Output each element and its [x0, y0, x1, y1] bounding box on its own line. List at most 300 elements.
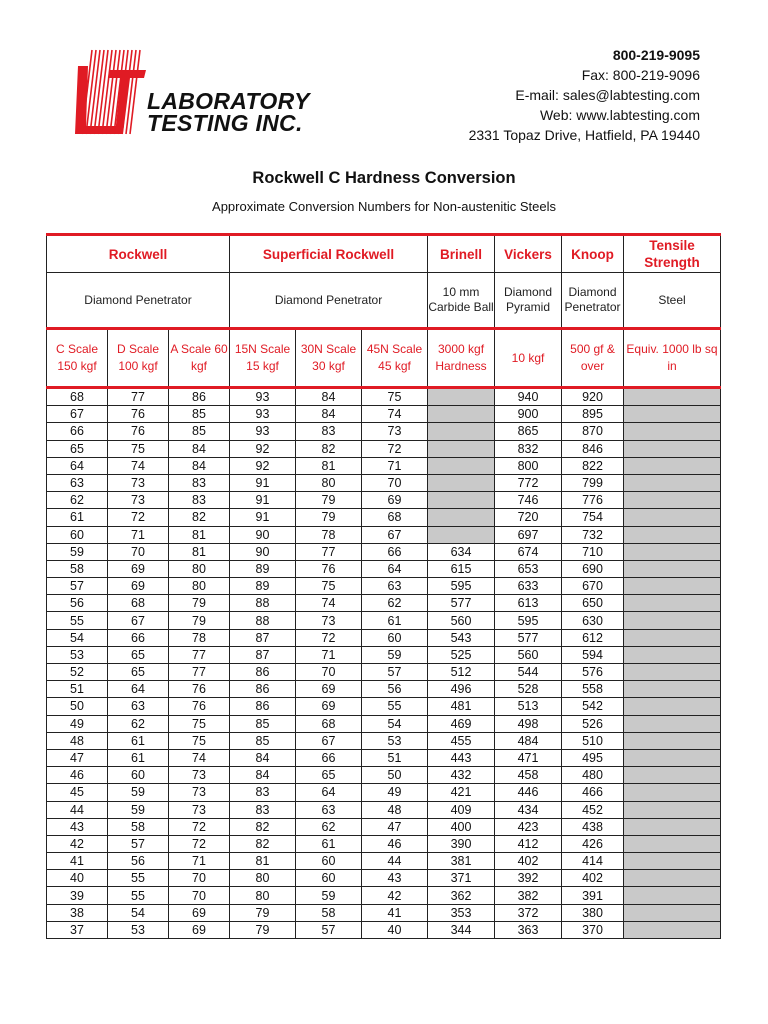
table-row	[47, 543, 721, 560]
cell-knoop: 870	[562, 423, 624, 440]
cell-tensile	[624, 595, 721, 612]
cell-d-scale: 60	[108, 767, 169, 784]
cell-knoop: 526	[562, 715, 624, 732]
cell-brinell: 469	[428, 715, 495, 732]
cell-knoop: 391	[562, 887, 624, 904]
penetrator-superficial: Diamond Penetrator	[230, 273, 428, 329]
cell-a-scale: 77	[169, 646, 230, 663]
cell-a-scale: 84	[169, 440, 230, 457]
cell-45n-scale: 74	[362, 406, 428, 423]
cell-a-scale: 70	[169, 887, 230, 904]
table-row	[47, 423, 721, 440]
cell-tensile	[624, 423, 721, 440]
cell-tensile	[624, 749, 721, 766]
cell-30n-scale: 71	[296, 646, 362, 663]
table-row	[47, 801, 721, 818]
cell-knoop: 799	[562, 474, 624, 491]
cell-vickers: 653	[495, 560, 562, 577]
contact-block	[469, 45, 700, 145]
cell-vickers: 382	[495, 887, 562, 904]
cell-vickers: 832	[495, 440, 562, 457]
table-row	[47, 904, 721, 921]
cell-brinell: 512	[428, 664, 495, 681]
cell-15n-scale: 88	[230, 612, 296, 629]
logo-mark-icon	[70, 46, 150, 138]
cell-c-scale: 47	[47, 749, 108, 766]
conversion-table	[46, 233, 721, 939]
cell-c-scale: 42	[47, 835, 108, 852]
cell-30n-scale: 57	[296, 921, 362, 938]
scale-c: C Scale 150 kgf	[47, 329, 108, 388]
table-row	[47, 492, 721, 509]
cell-30n-scale: 82	[296, 440, 362, 457]
cell-brinell: 381	[428, 853, 495, 870]
cell-30n-scale: 80	[296, 474, 362, 491]
cell-d-scale: 54	[108, 904, 169, 921]
company-logo	[70, 46, 340, 141]
cell-45n-scale: 55	[362, 698, 428, 715]
cell-45n-scale: 42	[362, 887, 428, 904]
table-row	[47, 921, 721, 938]
cell-vickers: 613	[495, 595, 562, 612]
table-row	[47, 560, 721, 577]
cell-c-scale: 45	[47, 784, 108, 801]
cell-30n-scale: 81	[296, 457, 362, 474]
cell-30n-scale: 79	[296, 492, 362, 509]
cell-15n-scale: 86	[230, 698, 296, 715]
table-row	[47, 681, 721, 698]
cell-45n-scale: 48	[362, 801, 428, 818]
cell-tensile	[624, 664, 721, 681]
cell-vickers: 363	[495, 921, 562, 938]
cell-knoop: 710	[562, 543, 624, 560]
cell-c-scale: 57	[47, 578, 108, 595]
cell-tensile	[624, 870, 721, 887]
table-row	[47, 732, 721, 749]
cell-a-scale: 82	[169, 509, 230, 526]
cell-15n-scale: 89	[230, 578, 296, 595]
cell-vickers: 544	[495, 664, 562, 681]
cell-vickers: 940	[495, 388, 562, 406]
document-subtitle: Approximate Conversion Numbers for Non-austenitic Steels	[212, 199, 556, 214]
cell-knoop: 380	[562, 904, 624, 921]
cell-45n-scale: 47	[362, 818, 428, 835]
cell-15n-scale: 79	[230, 904, 296, 921]
penetrator-tensile: Steel	[624, 273, 721, 329]
cell-brinell	[428, 457, 495, 474]
cell-knoop: 630	[562, 612, 624, 629]
cell-d-scale: 66	[108, 629, 169, 646]
cell-c-scale: 62	[47, 492, 108, 509]
cell-vickers: 434	[495, 801, 562, 818]
cell-45n-scale: 69	[362, 492, 428, 509]
cell-d-scale: 76	[108, 423, 169, 440]
cell-15n-scale: 88	[230, 595, 296, 612]
table-row	[47, 578, 721, 595]
cell-45n-scale: 73	[362, 423, 428, 440]
cell-d-scale: 67	[108, 612, 169, 629]
cell-c-scale: 55	[47, 612, 108, 629]
cell-15n-scale: 86	[230, 681, 296, 698]
scale-45n: 45N Scale 45 kgf	[362, 329, 428, 388]
table-row	[47, 887, 721, 904]
cell-15n-scale: 87	[230, 629, 296, 646]
cell-vickers: 412	[495, 835, 562, 852]
table-row	[47, 526, 721, 543]
cell-tensile	[624, 629, 721, 646]
cell-15n-scale: 79	[230, 921, 296, 938]
cell-vickers: 560	[495, 646, 562, 663]
cell-brinell: 595	[428, 578, 495, 595]
cell-d-scale: 63	[108, 698, 169, 715]
cell-a-scale: 69	[169, 904, 230, 921]
table-row	[47, 835, 721, 852]
cell-knoop: 510	[562, 732, 624, 749]
cell-brinell: 400	[428, 818, 495, 835]
cell-a-scale: 76	[169, 698, 230, 715]
cell-vickers: 595	[495, 612, 562, 629]
cell-45n-scale: 40	[362, 921, 428, 938]
cell-15n-scale: 92	[230, 440, 296, 457]
table-body	[47, 388, 721, 939]
cell-knoop: 495	[562, 749, 624, 766]
cell-30n-scale: 84	[296, 406, 362, 423]
cell-a-scale: 83	[169, 474, 230, 491]
cell-a-scale: 69	[169, 921, 230, 938]
cell-vickers: 423	[495, 818, 562, 835]
cell-d-scale: 68	[108, 595, 169, 612]
cell-45n-scale: 41	[362, 904, 428, 921]
cell-c-scale: 39	[47, 887, 108, 904]
cell-30n-scale: 74	[296, 595, 362, 612]
header-vickers: Vickers	[495, 235, 562, 273]
cell-15n-scale: 93	[230, 423, 296, 440]
table-row	[47, 698, 721, 715]
cell-brinell: 481	[428, 698, 495, 715]
cell-c-scale: 63	[47, 474, 108, 491]
cell-vickers: 528	[495, 681, 562, 698]
cell-knoop: 480	[562, 767, 624, 784]
cell-15n-scale: 89	[230, 560, 296, 577]
cell-c-scale: 65	[47, 440, 108, 457]
cell-30n-scale: 75	[296, 578, 362, 595]
cell-a-scale: 80	[169, 560, 230, 577]
cell-c-scale: 40	[47, 870, 108, 887]
cell-vickers: 372	[495, 904, 562, 921]
cell-d-scale: 69	[108, 560, 169, 577]
cell-45n-scale: 67	[362, 526, 428, 543]
cell-vickers: 392	[495, 870, 562, 887]
cell-vickers: 800	[495, 457, 562, 474]
cell-brinell	[428, 509, 495, 526]
cell-brinell: 353	[428, 904, 495, 921]
cell-tensile	[624, 801, 721, 818]
cell-tensile	[624, 715, 721, 732]
cell-knoop: 452	[562, 801, 624, 818]
cell-a-scale: 73	[169, 784, 230, 801]
cell-a-scale: 81	[169, 526, 230, 543]
cell-brinell: 577	[428, 595, 495, 612]
cell-30n-scale: 73	[296, 612, 362, 629]
cell-knoop: 732	[562, 526, 624, 543]
cell-15n-scale: 84	[230, 767, 296, 784]
cell-30n-scale: 60	[296, 870, 362, 887]
cell-brinell: 344	[428, 921, 495, 938]
cell-knoop: 402	[562, 870, 624, 887]
cell-brinell: 371	[428, 870, 495, 887]
cell-vickers: 697	[495, 526, 562, 543]
cell-tensile	[624, 509, 721, 526]
website: Web: www.labtesting.com	[539, 107, 700, 123]
scale-tensile: Equiv. 1000 lb sq in	[624, 329, 721, 388]
cell-c-scale: 68	[47, 388, 108, 406]
cell-brinell	[428, 492, 495, 509]
cell-tensile	[624, 406, 721, 423]
table-row	[47, 474, 721, 491]
fax-number: Fax: 800-219-9096	[581, 67, 700, 83]
cell-tensile	[624, 732, 721, 749]
cell-15n-scale: 87	[230, 646, 296, 663]
cell-brinell	[428, 440, 495, 457]
document-title: Rockwell C Hardness Conversion	[252, 169, 516, 187]
scale-30n: 30N Scale 30 kgf	[296, 329, 362, 388]
cell-c-scale: 56	[47, 595, 108, 612]
header-superficial-rockwell: Superficial Rockwell	[230, 235, 428, 273]
cell-knoop: 558	[562, 681, 624, 698]
cell-vickers: 577	[495, 629, 562, 646]
cell-15n-scale: 81	[230, 853, 296, 870]
cell-tensile	[624, 818, 721, 835]
scale-brinell: 3000 kgf Hardness	[428, 329, 495, 388]
cell-vickers: 633	[495, 578, 562, 595]
cell-d-scale: 71	[108, 526, 169, 543]
cell-vickers: 402	[495, 853, 562, 870]
cell-30n-scale: 62	[296, 818, 362, 835]
cell-knoop: 594	[562, 646, 624, 663]
cell-30n-scale: 58	[296, 904, 362, 921]
cell-d-scale: 74	[108, 457, 169, 474]
cell-knoop: 846	[562, 440, 624, 457]
cell-15n-scale: 90	[230, 526, 296, 543]
cell-c-scale: 59	[47, 543, 108, 560]
cell-d-scale: 57	[108, 835, 169, 852]
cell-c-scale: 66	[47, 423, 108, 440]
cell-vickers: 674	[495, 543, 562, 560]
cell-15n-scale: 92	[230, 457, 296, 474]
cell-30n-scale: 78	[296, 526, 362, 543]
cell-brinell	[428, 474, 495, 491]
scale-knoop: 500 gf & over	[562, 329, 624, 388]
cell-brinell: 455	[428, 732, 495, 749]
cell-45n-scale: 51	[362, 749, 428, 766]
penetrator-brinell: 10 mm Carbide Ball	[428, 273, 495, 329]
cell-a-scale: 86	[169, 388, 230, 406]
cell-a-scale: 81	[169, 543, 230, 560]
cell-d-scale: 56	[108, 853, 169, 870]
cell-45n-scale: 72	[362, 440, 428, 457]
cell-a-scale: 72	[169, 818, 230, 835]
cell-45n-scale: 61	[362, 612, 428, 629]
table-row	[47, 818, 721, 835]
cell-a-scale: 74	[169, 749, 230, 766]
cell-45n-scale: 54	[362, 715, 428, 732]
cell-brinell: 409	[428, 801, 495, 818]
penetrator-vickers: Diamond Pyramid	[495, 273, 562, 329]
cell-vickers: 720	[495, 509, 562, 526]
cell-brinell: 560	[428, 612, 495, 629]
cell-a-scale: 83	[169, 492, 230, 509]
cell-d-scale: 53	[108, 921, 169, 938]
cell-15n-scale: 86	[230, 664, 296, 681]
cell-c-scale: 46	[47, 767, 108, 784]
cell-30n-scale: 68	[296, 715, 362, 732]
email-address: E-mail: sales@labtesting.com	[515, 87, 700, 103]
cell-30n-scale: 69	[296, 698, 362, 715]
cell-15n-scale: 85	[230, 732, 296, 749]
cell-15n-scale: 83	[230, 784, 296, 801]
cell-45n-scale: 62	[362, 595, 428, 612]
cell-45n-scale: 71	[362, 457, 428, 474]
cell-15n-scale: 93	[230, 406, 296, 423]
cell-vickers: 498	[495, 715, 562, 732]
cell-45n-scale: 56	[362, 681, 428, 698]
cell-vickers: 865	[495, 423, 562, 440]
cell-a-scale: 77	[169, 664, 230, 681]
cell-30n-scale: 77	[296, 543, 362, 560]
cell-d-scale: 75	[108, 440, 169, 457]
cell-tensile	[624, 767, 721, 784]
cell-15n-scale: 91	[230, 492, 296, 509]
cell-d-scale: 58	[108, 818, 169, 835]
cell-tensile	[624, 578, 721, 595]
cell-30n-scale: 72	[296, 629, 362, 646]
cell-15n-scale: 80	[230, 870, 296, 887]
cell-tensile	[624, 440, 721, 457]
cell-a-scale: 72	[169, 835, 230, 852]
cell-vickers: 513	[495, 698, 562, 715]
cell-a-scale: 85	[169, 406, 230, 423]
table-row	[47, 646, 721, 663]
cell-brinell: 615	[428, 560, 495, 577]
cell-c-scale: 58	[47, 560, 108, 577]
cell-c-scale: 48	[47, 732, 108, 749]
cell-45n-scale: 44	[362, 853, 428, 870]
cell-brinell: 543	[428, 629, 495, 646]
cell-a-scale: 79	[169, 595, 230, 612]
table-row	[47, 767, 721, 784]
cell-knoop: 822	[562, 457, 624, 474]
table-row	[47, 595, 721, 612]
cell-knoop: 754	[562, 509, 624, 526]
cell-c-scale: 37	[47, 921, 108, 938]
cell-a-scale: 85	[169, 423, 230, 440]
cell-tensile	[624, 543, 721, 560]
header-rockwell: Rockwell	[47, 235, 230, 273]
cell-c-scale: 61	[47, 509, 108, 526]
cell-brinell: 421	[428, 784, 495, 801]
table-row	[47, 784, 721, 801]
cell-brinell	[428, 388, 495, 406]
cell-d-scale: 61	[108, 732, 169, 749]
cell-brinell: 390	[428, 835, 495, 852]
scale-15n: 15N Scale 15 kgf	[230, 329, 296, 388]
cell-30n-scale: 83	[296, 423, 362, 440]
cell-d-scale: 69	[108, 578, 169, 595]
cell-45n-scale: 50	[362, 767, 428, 784]
header-scale-row	[47, 329, 721, 388]
cell-brinell: 525	[428, 646, 495, 663]
cell-c-scale: 44	[47, 801, 108, 818]
cell-15n-scale: 82	[230, 835, 296, 852]
cell-15n-scale: 82	[230, 818, 296, 835]
header-knoop: Knoop	[562, 235, 624, 273]
cell-knoop: 690	[562, 560, 624, 577]
cell-a-scale: 73	[169, 801, 230, 818]
cell-c-scale: 67	[47, 406, 108, 423]
cell-vickers: 772	[495, 474, 562, 491]
header-group-row	[47, 235, 721, 273]
cell-tensile	[624, 853, 721, 870]
cell-brinell: 432	[428, 767, 495, 784]
cell-knoop: 438	[562, 818, 624, 835]
cell-c-scale: 51	[47, 681, 108, 698]
cell-tensile	[624, 698, 721, 715]
cell-d-scale: 55	[108, 870, 169, 887]
cell-15n-scale: 90	[230, 543, 296, 560]
cell-c-scale: 54	[47, 629, 108, 646]
cell-tensile	[624, 612, 721, 629]
cell-15n-scale: 85	[230, 715, 296, 732]
cell-a-scale: 84	[169, 457, 230, 474]
cell-d-scale: 70	[108, 543, 169, 560]
cell-brinell	[428, 526, 495, 543]
cell-d-scale: 72	[108, 509, 169, 526]
cell-45n-scale: 49	[362, 784, 428, 801]
cell-30n-scale: 79	[296, 509, 362, 526]
cell-tensile	[624, 646, 721, 663]
cell-a-scale: 79	[169, 612, 230, 629]
table-row	[47, 715, 721, 732]
cell-30n-scale: 61	[296, 835, 362, 852]
cell-knoop: 612	[562, 629, 624, 646]
cell-a-scale: 80	[169, 578, 230, 595]
cell-d-scale: 65	[108, 646, 169, 663]
cell-15n-scale: 91	[230, 474, 296, 491]
table-row	[47, 664, 721, 681]
cell-knoop: 426	[562, 835, 624, 852]
cell-30n-scale: 69	[296, 681, 362, 698]
cell-tensile	[624, 887, 721, 904]
cell-vickers: 446	[495, 784, 562, 801]
logo-wordmark	[147, 90, 310, 134]
cell-brinell: 362	[428, 887, 495, 904]
cell-d-scale: 76	[108, 406, 169, 423]
cell-tensile	[624, 474, 721, 491]
cell-vickers: 471	[495, 749, 562, 766]
cell-15n-scale: 91	[230, 509, 296, 526]
cell-a-scale: 76	[169, 681, 230, 698]
cell-d-scale: 73	[108, 492, 169, 509]
cell-30n-scale: 60	[296, 853, 362, 870]
cell-tensile	[624, 526, 721, 543]
cell-c-scale: 53	[47, 646, 108, 663]
phone-number: 800-219-9095	[612, 47, 700, 63]
cell-knoop: 650	[562, 595, 624, 612]
cell-c-scale: 49	[47, 715, 108, 732]
cell-c-scale: 43	[47, 818, 108, 835]
cell-30n-scale: 64	[296, 784, 362, 801]
cell-vickers: 484	[495, 732, 562, 749]
